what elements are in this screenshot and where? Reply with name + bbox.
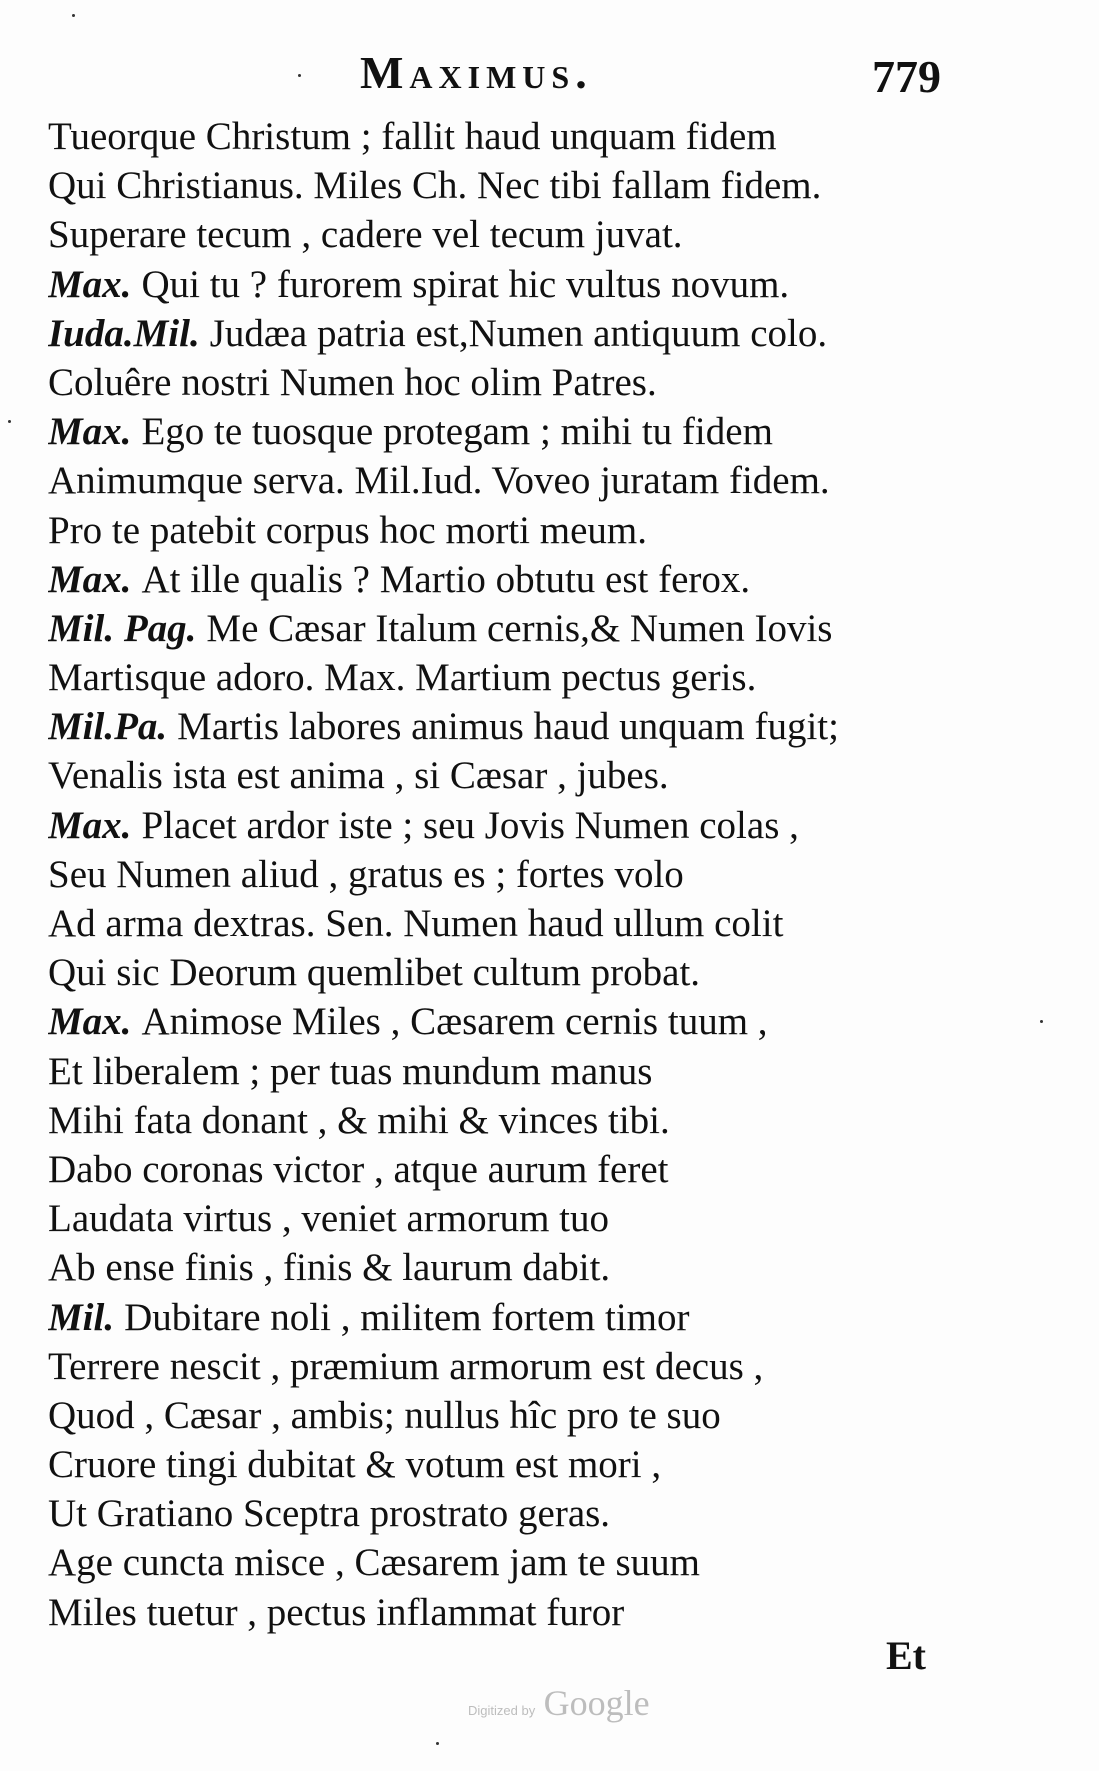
verse-line: [48, 1243, 1008, 1292]
line-text: Venalis ista est anima , si Cæsar , jubes.: [48, 754, 669, 798]
verse-line: [48, 1047, 1008, 1096]
verse-line: [48, 1145, 1008, 1194]
line-text: Ad arma dextras. Sen. Numen haud ullum colit: [48, 902, 784, 945]
line-text: Cruore tingi dubitat & votum est mori ,: [48, 1443, 662, 1487]
line-text: Mihi fata donant , & mihi & vinces tibi.: [48, 1098, 670, 1142]
verse-line: [48, 112, 1008, 161]
verse-line: [48, 506, 1008, 555]
line-text: Miles tuetur , pectus inflammat furor: [48, 1590, 625, 1634]
line-text: Martisque adoro. Max. Martium pectus geris.: [48, 656, 757, 700]
ink-speck: [436, 1742, 439, 1745]
verse-line: [48, 1096, 1008, 1145]
watermark-prefix: Digitized by: [468, 1703, 536, 1718]
speaker-label: Mil. Pag.: [48, 606, 197, 650]
line-text: Dabo coronas victor , atque aurum feret: [48, 1147, 669, 1191]
verse-line: [48, 801, 1008, 850]
line-text: Ego te tuosque protegam ; mihi tu fidem: [141, 410, 773, 454]
verse-line: [48, 1293, 1008, 1342]
line-text: Laudata virtus , veniet armorum tuo: [48, 1197, 610, 1241]
ink-speck: [1040, 1020, 1043, 1023]
digitization-watermark: [468, 1682, 650, 1724]
line-text: Age cuncta misce , Cæsarem jam te suum: [48, 1541, 700, 1585]
verse-line: [48, 1194, 1008, 1243]
speaker-label: Max.: [48, 262, 132, 306]
line-text: Quod , Cæsar , ambis; nullus hîc pro te suo: [48, 1393, 721, 1437]
verse-line: [48, 555, 1008, 604]
line-text: Terrere nescit , præmium armorum est decus ,: [48, 1344, 764, 1388]
line-text: Martis labores animus haud unquam fugit;: [177, 705, 839, 749]
verse-line: [48, 1391, 1008, 1440]
line-text: Dubitare noli , militem fortem timor: [124, 1295, 690, 1339]
verse-line: [48, 604, 1008, 653]
verse-line: [48, 899, 1008, 948]
line-text: At ille qualis ? Martio obtutu est ferox.: [141, 557, 751, 601]
running-title: Maximus.: [360, 47, 593, 98]
verse-line: [48, 260, 1008, 309]
verse-line: [48, 358, 1008, 407]
line-text: Me Cæsar Italum cernis,& Numen Iovis: [206, 606, 833, 650]
ink-speck: [72, 14, 75, 17]
verse-line: [48, 997, 1008, 1046]
verse-line: [48, 456, 1008, 505]
speaker-label: Max.: [48, 1000, 132, 1044]
verse-line: [48, 1440, 1008, 1489]
line-text: Judæa patria est,Numen antiquum colo.: [209, 311, 828, 355]
line-text: Placet ardor iste ; seu Jovis Numen colas ,: [141, 803, 799, 847]
speaker-label: Max.: [48, 410, 132, 454]
catchword: Et: [886, 1633, 926, 1678]
line-text: Ab ense finis , finis & laurum dabit.: [48, 1246, 611, 1290]
line-text: Qui tu ? furorem spirat hic vultus novum.: [141, 262, 790, 306]
verse-line: [48, 210, 1008, 259]
verse-line: [48, 850, 1008, 899]
line-text: Qui sic Deorum quemlibet cultum probat.: [48, 951, 701, 995]
line-text: Tueorque Christum ; fallit haud unquam fidem: [48, 115, 777, 158]
speaker-label: Mil.: [48, 1295, 115, 1339]
verse-line: [48, 702, 1008, 751]
verse-line: [48, 309, 1008, 358]
verse-line: [48, 1489, 1008, 1538]
line-text: Animose Miles , Cæsarem cernis tuum ,: [141, 1000, 768, 1044]
verse-text: [48, 112, 1008, 1637]
verse-line: [48, 751, 1008, 800]
verse-line: [48, 407, 1008, 456]
line-text: Seu Numen aliud , gratus es ; fortes volo: [48, 852, 684, 896]
speaker-label: Max.: [48, 557, 132, 601]
ink-speck: [8, 420, 11, 423]
watermark-brand: Google: [543, 1683, 650, 1723]
verse-line: [48, 161, 1008, 210]
line-text: Animumque serva. Mil.Iud. Voveo juratam fidem.: [48, 459, 830, 503]
speaker-label: Mil.Pa.: [48, 705, 168, 749]
line-text: Et liberalem ; per tuas mundum manus: [48, 1049, 653, 1093]
verse-line: [48, 1342, 1008, 1391]
line-text: Pro te patebit corpus hoc morti meum.: [48, 508, 647, 552]
line-text: Coluêre nostri Numen hoc olim Patres.: [48, 360, 657, 404]
ink-speck: [298, 74, 301, 77]
verse-line: [48, 653, 1008, 702]
verse-line: [48, 948, 1008, 997]
speaker-label: Iuda.Mil.: [48, 311, 200, 355]
line-text: Ut Gratiano Sceptra prostrato geras.: [48, 1492, 611, 1536]
verse-line: [48, 1588, 1008, 1637]
page-number: 779: [872, 51, 941, 102]
verse-line: [48, 1538, 1008, 1587]
speaker-label: Max.: [48, 803, 132, 847]
line-text: Qui Christianus. Miles Ch. Nec tibi fallam fidem.: [48, 164, 822, 208]
line-text: Superare tecum , cadere vel tecum juvat.: [48, 213, 683, 257]
